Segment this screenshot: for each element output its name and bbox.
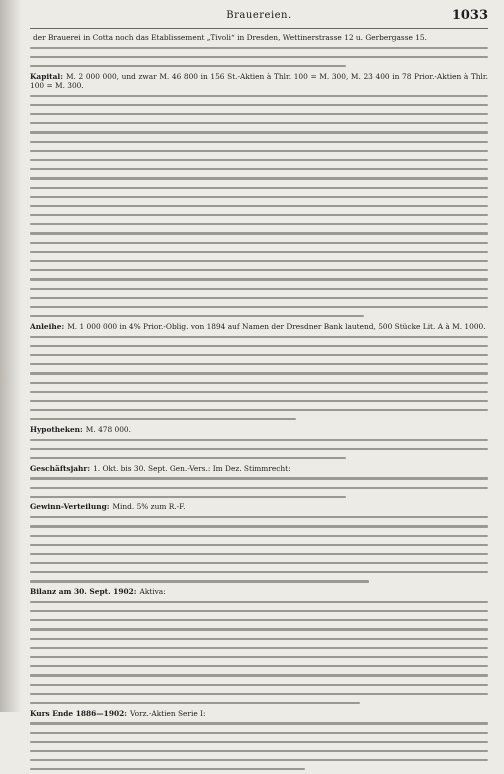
text-line-bar — [30, 516, 488, 518]
text-line-placeholder — [30, 607, 488, 616]
section-text: Vorz.-Aktien Serie I: — [129, 708, 206, 718]
text-line-placeholder — [30, 146, 488, 155]
text-line-bar — [30, 638, 488, 640]
text-line-placeholder — [30, 266, 488, 275]
text-line-bar — [30, 354, 488, 356]
running-title: Brauereien. — [226, 10, 292, 21]
text-section — [30, 502, 488, 586]
text-line-placeholder — [30, 396, 488, 405]
text-line-bar — [30, 391, 488, 393]
text-line-placeholder — [30, 119, 488, 128]
section-label: Gewinn-Verteilung: — [30, 502, 110, 512]
section-label: Kurs Ende 1886—1902: — [30, 708, 127, 718]
text-section — [30, 72, 488, 321]
text-line-bar — [30, 260, 488, 262]
illegible-text-lines — [30, 719, 488, 774]
text-line-bar — [30, 150, 488, 152]
text-line-placeholder — [30, 100, 488, 109]
text-line-bar — [30, 457, 346, 459]
text-line-bar — [30, 496, 346, 498]
text-line-placeholder — [30, 474, 488, 483]
text-line-placeholder — [30, 746, 488, 755]
text-line-bar — [30, 601, 488, 603]
text-line-placeholder — [30, 625, 488, 634]
text-line-bar — [30, 141, 488, 143]
text-line-bar — [30, 656, 488, 658]
text-line-placeholder — [30, 174, 488, 183]
text-line-placeholder — [30, 275, 488, 284]
text-line-placeholder — [30, 247, 488, 256]
running-header — [30, 8, 488, 29]
text-line-bar — [30, 544, 488, 546]
text-line-placeholder — [30, 369, 488, 378]
text-line-bar — [30, 741, 488, 743]
text-line-placeholder — [30, 577, 488, 586]
text-line-placeholder — [30, 211, 488, 220]
text-line-bar — [30, 647, 488, 649]
text-line-placeholder — [30, 52, 488, 61]
section-label: Anleihe: — [30, 321, 65, 331]
text-line-placeholder — [30, 540, 488, 549]
text-line-bar — [30, 122, 488, 124]
text-line-bar — [30, 580, 369, 582]
section-text: Mind. 5% zum R.-F. — [112, 502, 186, 512]
text-line-bar — [30, 628, 488, 630]
text-line-bar — [30, 693, 488, 695]
text-line-placeholder — [30, 454, 488, 463]
text-line-placeholder — [30, 155, 488, 164]
text-line-bar — [30, 702, 360, 704]
page-number: 1033 — [451, 8, 488, 23]
text-line-bar — [30, 732, 488, 734]
text-line-placeholder — [30, 238, 488, 247]
text-line-placeholder — [30, 110, 488, 119]
text-line-bar — [30, 619, 488, 621]
page-gutter-shadow — [0, 0, 22, 712]
text-line-placeholder — [30, 62, 488, 71]
text-line-bar — [30, 665, 488, 667]
sections — [30, 33, 488, 774]
text-line-placeholder — [30, 257, 488, 266]
text-line-bar — [30, 768, 305, 770]
text-section — [30, 322, 488, 424]
text-line-bar — [30, 232, 488, 234]
text-line-bar — [30, 159, 488, 161]
text-line-placeholder — [30, 43, 488, 52]
text-line-bar — [30, 400, 488, 402]
text-line-bar — [30, 223, 488, 225]
section-text: 1. Okt. bis 30. Sept. Gen.-Vers.: Im Dez. Stimmrecht: — [93, 463, 291, 473]
section-label: Kapital: — [30, 71, 63, 81]
text-line-bar — [30, 674, 488, 676]
text-line-bar — [30, 684, 488, 686]
text-line-bar — [30, 345, 488, 347]
text-section — [30, 425, 488, 463]
text-line-placeholder — [30, 559, 488, 568]
text-line-bar — [30, 177, 488, 179]
text-line-placeholder — [30, 378, 488, 387]
text-line-placeholder — [30, 698, 488, 707]
text-line-bar — [30, 113, 488, 115]
text-line-placeholder — [30, 737, 488, 746]
illegible-text-lines — [30, 332, 488, 424]
illegible-text-lines — [30, 43, 488, 71]
illegible-text-lines — [30, 597, 488, 707]
text-line-placeholder — [30, 341, 488, 350]
text-line-placeholder — [30, 201, 488, 210]
text-line-bar — [30, 104, 488, 106]
text-line-bar — [30, 336, 488, 338]
illegible-text-lines — [30, 91, 488, 321]
text-line-placeholder — [30, 549, 488, 558]
text-line-placeholder — [30, 634, 488, 643]
text-line-bar — [30, 315, 364, 317]
text-line-placeholder — [30, 719, 488, 728]
text-line-placeholder — [30, 689, 488, 698]
text-line-bar — [30, 439, 488, 441]
text-line-bar — [30, 535, 488, 537]
text-line-placeholder — [30, 220, 488, 229]
text-line-bar — [30, 65, 346, 67]
text-line-placeholder — [30, 444, 488, 453]
text-line-bar — [30, 409, 488, 411]
text-line-placeholder — [30, 765, 488, 774]
text-line-placeholder — [30, 653, 488, 662]
text-line-bar — [30, 306, 488, 308]
text-line-placeholder — [30, 284, 488, 293]
text-line-bar — [30, 363, 488, 365]
text-line-bar — [30, 168, 488, 170]
text-line-bar — [30, 205, 488, 207]
text-line-placeholder — [30, 387, 488, 396]
text-line-bar — [30, 372, 488, 374]
text-line-placeholder — [30, 435, 488, 444]
text-line-bar — [30, 278, 488, 280]
section-label: Hypotheken: — [30, 424, 83, 434]
text-line-bar — [30, 750, 488, 752]
text-line-placeholder — [30, 183, 488, 192]
text-line-bar — [30, 759, 488, 761]
text-line-placeholder — [30, 192, 488, 201]
text-line-placeholder — [30, 128, 488, 137]
text-line-placeholder — [30, 165, 488, 174]
illegible-text-lines — [30, 474, 488, 502]
text-line-placeholder — [30, 671, 488, 680]
text-line-placeholder — [30, 332, 488, 341]
text-line-bar — [30, 214, 488, 216]
text-section — [30, 709, 488, 774]
section-text: M. 1 000 000 in 4% Prior.-Oblig. von 1894 auf Namen der Dresdner Bank lautend, 500 Stücke Lit. A à M. 1000. — [67, 321, 486, 331]
text-line-placeholder — [30, 568, 488, 577]
text-line-bar — [30, 187, 488, 189]
text-section — [30, 587, 488, 707]
text-line-placeholder — [30, 360, 488, 369]
text-line-bar — [30, 382, 488, 384]
text-line-bar — [30, 242, 488, 244]
text-line-bar — [30, 251, 488, 253]
text-line-placeholder — [30, 293, 488, 302]
text-line-placeholder — [30, 415, 488, 424]
text-line-placeholder — [30, 643, 488, 652]
text-line-bar — [30, 487, 488, 489]
text-line-placeholder — [30, 522, 488, 531]
text-line-bar — [30, 571, 488, 573]
text-line-placeholder — [30, 531, 488, 540]
text-line-bar — [30, 562, 488, 564]
illegible-text-lines — [30, 513, 488, 587]
text-line-placeholder — [30, 229, 488, 238]
illegible-text-lines — [30, 435, 488, 463]
text-line-placeholder — [30, 492, 488, 501]
text-line-bar — [30, 525, 488, 527]
text-line-bar — [30, 297, 488, 299]
text-line-bar — [30, 418, 296, 420]
text-line-bar — [30, 95, 488, 97]
text-line-bar — [30, 269, 488, 271]
text-line-placeholder — [30, 597, 488, 606]
text-line-placeholder — [30, 616, 488, 625]
text-line-placeholder — [30, 513, 488, 522]
text-line-placeholder — [30, 680, 488, 689]
text-line-bar — [30, 553, 488, 555]
text-line-placeholder — [30, 756, 488, 765]
text-line-placeholder — [30, 728, 488, 737]
text-line-placeholder — [30, 350, 488, 359]
text-line-placeholder — [30, 406, 488, 415]
section-label: Bilanz am 30. Sept. 1902: — [30, 587, 137, 597]
text-line-placeholder — [30, 137, 488, 146]
text-line-placeholder — [30, 483, 488, 492]
section-label: Geschäftsjahr: — [30, 463, 91, 473]
section-text: der Brauerei in Cotta noch das Etablissement „Tivoli“ in Dresden, Wettinerstrasse 12 u. Gerbergasse 15. — [33, 33, 427, 42]
section-text: M. 478 000. — [85, 424, 131, 434]
section-text: M. 2 000 000, und zwar M. 46 800 in 156 St.-Aktien à Thlr. 100 = M. 300, M. 23 400 in 78 Prior.-Aktien à Thlr. 100 = M. 300. — [30, 71, 488, 90]
text-line-bar — [30, 610, 488, 612]
text-line-placeholder — [30, 662, 488, 671]
text-line-bar — [30, 131, 488, 133]
text-line-bar — [30, 288, 488, 290]
text-line-bar — [30, 448, 488, 450]
text-line-placeholder — [30, 91, 488, 100]
text-line-bar — [30, 56, 488, 58]
text-line-bar — [30, 196, 488, 198]
text-line-bar — [30, 722, 488, 724]
text-line-placeholder — [30, 312, 488, 321]
text-section — [30, 33, 488, 71]
text-line-bar — [30, 477, 488, 479]
text-line-placeholder — [30, 302, 488, 311]
text-section — [30, 464, 488, 502]
section-text: Aktiva: — [139, 587, 166, 597]
text-line-bar — [30, 47, 488, 49]
